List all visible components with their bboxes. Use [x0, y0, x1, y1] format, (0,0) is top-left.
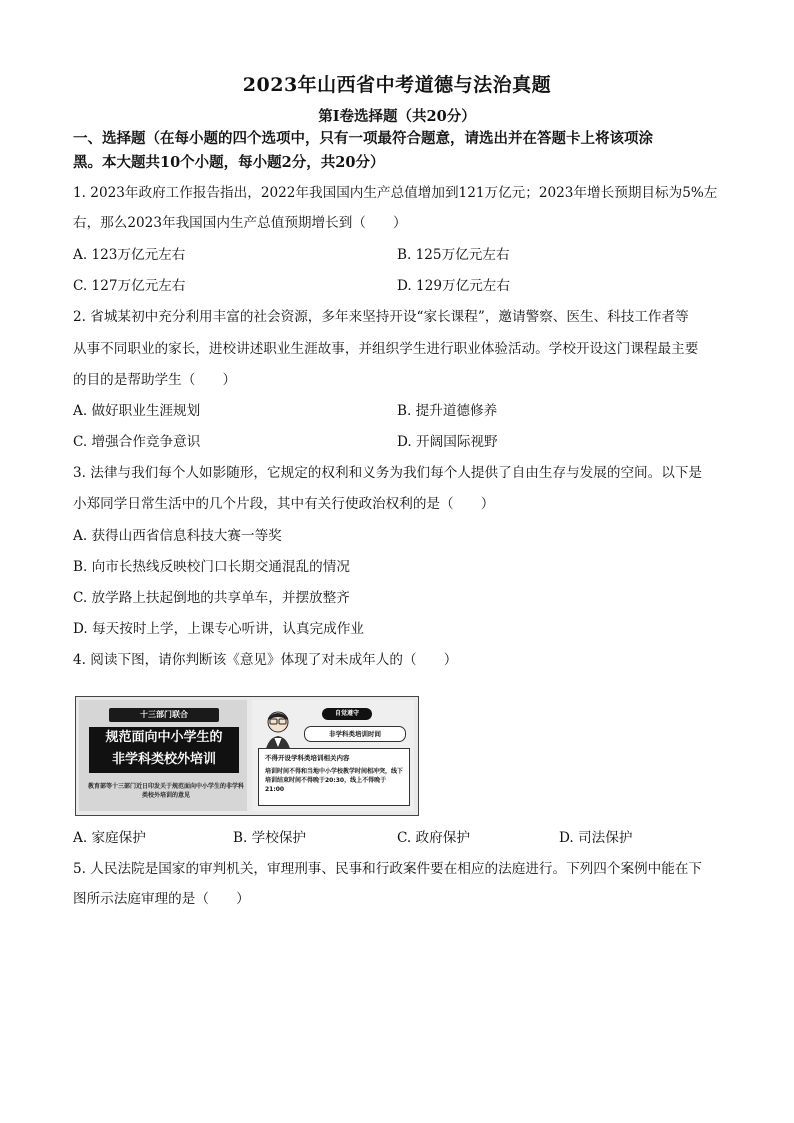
figure-banner: 十三部门联合	[109, 708, 219, 722]
question-2-text: 2. 省城某初中充分利用丰富的社会资源，多年来坚持开设“家长课程”，邀请警察、医生、科技工作者等	[73, 309, 689, 325]
question-4-option-b: B. 学校保护	[233, 830, 307, 846]
question-3-text: 3. 法律与我们每个人如影随形，它规定的权利和义务为我们每个人提供了自由生存与发展的空间。以下是	[73, 465, 703, 481]
section-instructions-line-1: 一、选择题（在每小题的四个选项中，只有一项最符合题意，请选出并在答题卡上将该项涂	[73, 130, 653, 147]
figure-headline-line-2: 非学科类校外培训	[111, 752, 216, 767]
page-subtitle: 第Ⅰ卷选择题（共20分）	[318, 108, 476, 125]
question-4-figure	[75, 696, 419, 816]
figure-rule-box-title: 不得开设学科类培训相关内容	[265, 754, 350, 762]
question-1-text-cont: 右，那么2023年我国国内生产总值预期增长到（ ）	[73, 215, 407, 231]
figure-headline-line-1: 规范面向中小学生的	[105, 730, 223, 745]
question-3-text-cont: 小郑同学日常生活中的几个片段，其中有关行使政治权利的是（ ）	[73, 496, 495, 512]
question-5-text: 5. 人民法院是国家的审判机关，审理刑事、民事和行政案件要在相应的法庭进行。下列四个案例中能在下	[73, 861, 703, 877]
question-3-option-d: D. 每天按时上学，上课专心听讲，认真完成作业	[73, 621, 364, 637]
question-4-option-d: D. 司法保护	[559, 830, 633, 846]
question-5-text-cont: 图所示法庭审理的是（ ）	[73, 891, 250, 907]
question-2-text-cont-2: 的目的是帮助学生（ ）	[73, 372, 237, 388]
figure-caption: 教育部等十三部门近日印发关于规范面向中小学生的非学科类校外培训的意见	[87, 783, 244, 799]
figure-left-panel	[79, 700, 247, 811]
question-2-option-d: D. 开阔国际视野	[397, 434, 498, 450]
figure-bubble-title: 非学科类培训时间	[304, 726, 406, 742]
question-4-text: 4. 阅读下图，请你判断该《意见》体现了对未成年人的（ ）	[73, 652, 458, 668]
figure-tag: 自觉遵守	[322, 708, 372, 720]
figure-rule-box	[258, 748, 410, 806]
page-title: 2023年山西省中考道德与法治真题	[242, 74, 552, 96]
question-1-option-d: D. 129万亿元左右	[397, 278, 510, 294]
question-3-option-b: B. 向市长热线反映校门口长期交通混乱的情况	[73, 559, 350, 575]
question-3-option-c: C. 放学路上扶起倒地的共享单车，并摆放整齐	[73, 590, 350, 606]
question-2-text-cont-1: 从事不同职业的家长，进校讲述职业生涯故事，并组织学生进行职业体验活动。学校开设这门课程最主要	[73, 341, 699, 357]
section-instructions-line-2: 黑。本大题共10个小题，每小题2分，共20分）	[73, 154, 385, 171]
figure-rule-box-body: 培训时间不得和当地中小学校教学时间相冲突，线下培训结束时间不得晚于20:30，线上不得晚于21:00	[265, 768, 404, 793]
question-1-option-b: B. 125万亿元左右	[397, 247, 510, 263]
question-1-option-a: A. 123万亿元左右	[73, 247, 186, 263]
question-1-text: 1. 2023年政府工作报告指出，2022年我国国内生产总值增加到121万亿元；2023年增长预期目标为5%左	[73, 185, 718, 201]
question-2-option-a: A. 做好职业生涯规划	[73, 403, 201, 419]
question-1-option-c: C. 127万亿元左右	[73, 278, 186, 294]
question-4-option-a: A. 家庭保护	[73, 830, 146, 846]
question-2-option-c: C. 增强合作竞争意识	[73, 434, 201, 450]
figure-right-panel	[252, 700, 414, 811]
question-2-option-b: B. 提升道德修养	[397, 403, 498, 419]
figure-headline	[89, 727, 239, 773]
question-3-option-a: A. 获得山西省信息科技大赛一等奖	[73, 528, 282, 544]
question-4-option-c: C. 政府保护	[397, 830, 470, 846]
